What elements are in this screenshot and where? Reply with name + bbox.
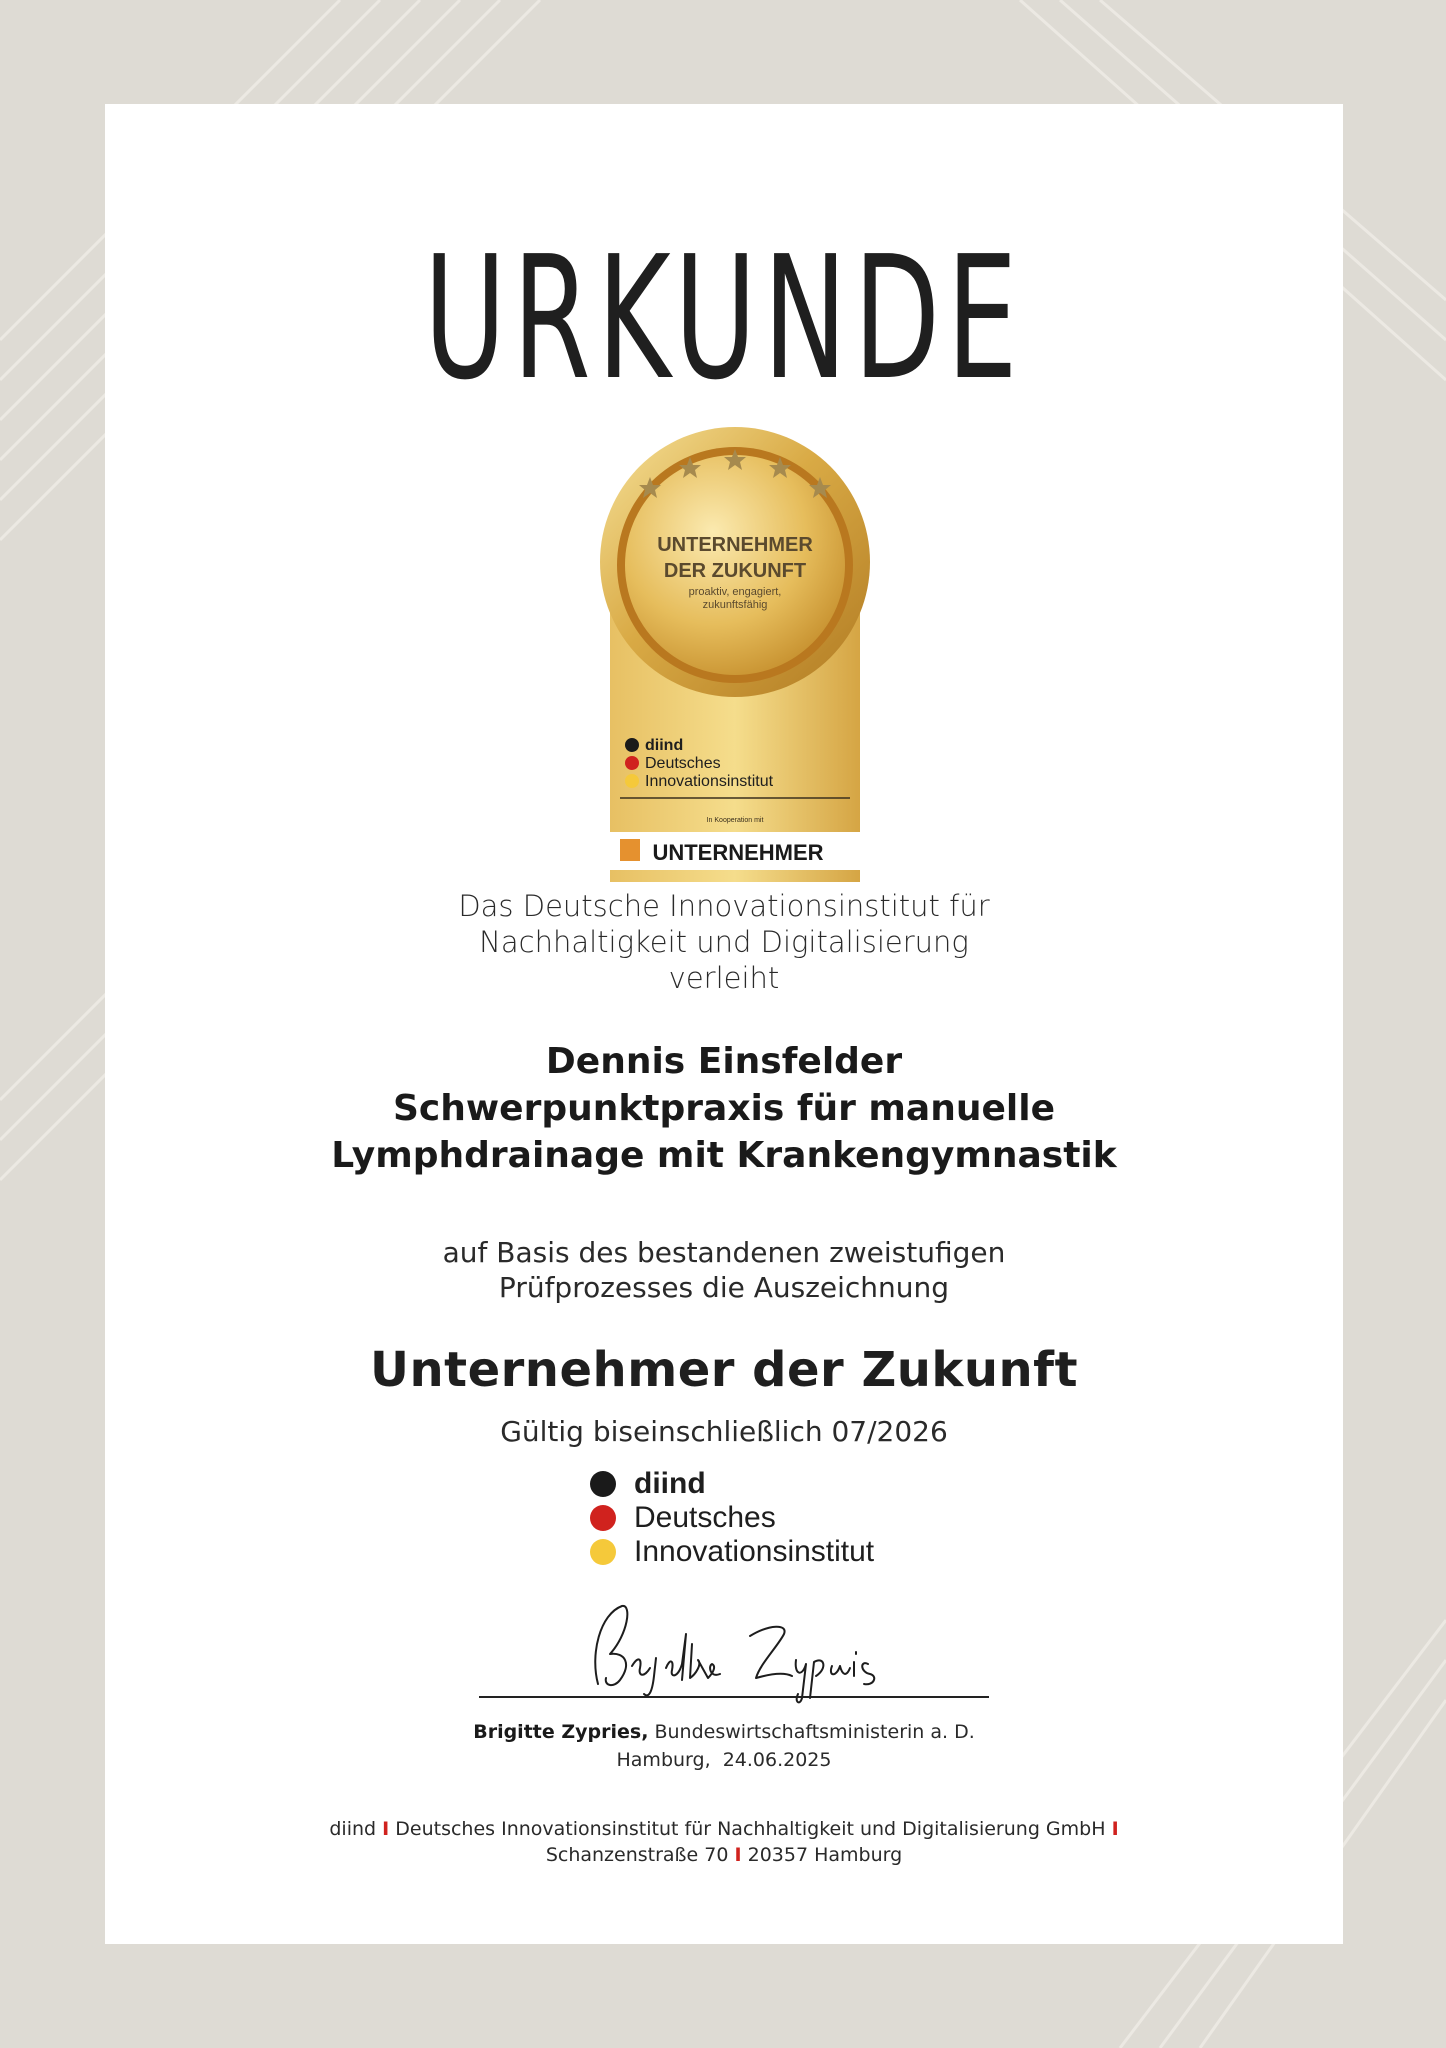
signature-line (479, 1696, 989, 1698)
footer-line-1 (105, 1816, 1343, 1842)
intro-text (105, 888, 1343, 996)
intro-line-2: Nachhaltigkeit und Digitalisierung (479, 925, 969, 959)
award-seal (590, 427, 880, 882)
footer-separator: I (734, 1844, 742, 1866)
intro-line-3: verleiht (668, 961, 780, 995)
red-dot-icon (590, 1505, 616, 1531)
signer-line (105, 1718, 1343, 1746)
seal-brand-1: diind (645, 737, 684, 754)
diind-logo (590, 1467, 950, 1577)
signer-name: Brigitte Zypries, (473, 1721, 649, 1743)
signer-block (105, 1718, 1343, 1774)
place-date: Hamburg, 24.06.2025 (616, 1749, 832, 1771)
seal-partner: UNTERNEHMER (652, 840, 824, 865)
seal-tagline-1: proaktiv, engagiert, (688, 586, 782, 598)
seal-cooperation: In Kooperation mit (706, 817, 764, 824)
logo-line-3: Innovationsinstitut (634, 1535, 875, 1568)
basis-line-2: Prüfprozesses die Auszeichnung (498, 1271, 950, 1304)
recipient-block (105, 1038, 1343, 1179)
yellow-dot-icon (590, 1539, 616, 1565)
footer-separator: I (1111, 1818, 1119, 1840)
footer-line-2 (105, 1842, 1343, 1868)
basis-line-1: auf Basis des bestandenen zweistufigen (442, 1236, 1006, 1269)
handwritten-signature (570, 1594, 990, 1704)
recipient-org-line-2: Lymphdrainage mit Krankengymnastik (331, 1135, 1117, 1176)
certificate-sheet (105, 104, 1343, 1944)
footer-org: Deutsches Innovationsinstitut für Nachhaltigkeit und Digitalisierung GmbH (395, 1818, 1106, 1840)
footer-separator: I (382, 1818, 390, 1840)
footer-street: Schanzenstraße 70 (545, 1844, 729, 1866)
logo-line-1: diind (634, 1467, 706, 1500)
seal-heading-1: UNTERNEHMER (657, 534, 813, 556)
award-title: Unternehmer der Zukunft (369, 1342, 1079, 1398)
seal-tagline-2: zukunftsfähig (702, 599, 768, 611)
recipient-org-line-1: Schwerpunktpraxis für manuelle (393, 1088, 1055, 1129)
seal-brand-3: Innovationsinstitut (645, 773, 774, 790)
footer (105, 1816, 1343, 1868)
footer-city: 20357 Hamburg (747, 1844, 903, 1866)
recipient-name: Dennis Einsfelder (545, 1041, 903, 1082)
validity-text: Gültig biseinschließlich 07/2026 (500, 1415, 948, 1448)
seal-brand-2: Deutsches (645, 755, 721, 772)
footer-brand: diind (329, 1818, 377, 1840)
signer-title: Bundeswirtschaftsministerin a. D. (654, 1721, 975, 1743)
logo-line-2: Deutsches (634, 1501, 776, 1534)
certificate-title: URKUNDE (423, 220, 1025, 418)
seal-heading-2: DER ZUKUNFT (663, 560, 807, 582)
basis-text (105, 1235, 1343, 1305)
black-dot-icon (590, 1471, 616, 1497)
intro-line-1: Das Deutsche Innovationsinstitut für (458, 889, 990, 923)
